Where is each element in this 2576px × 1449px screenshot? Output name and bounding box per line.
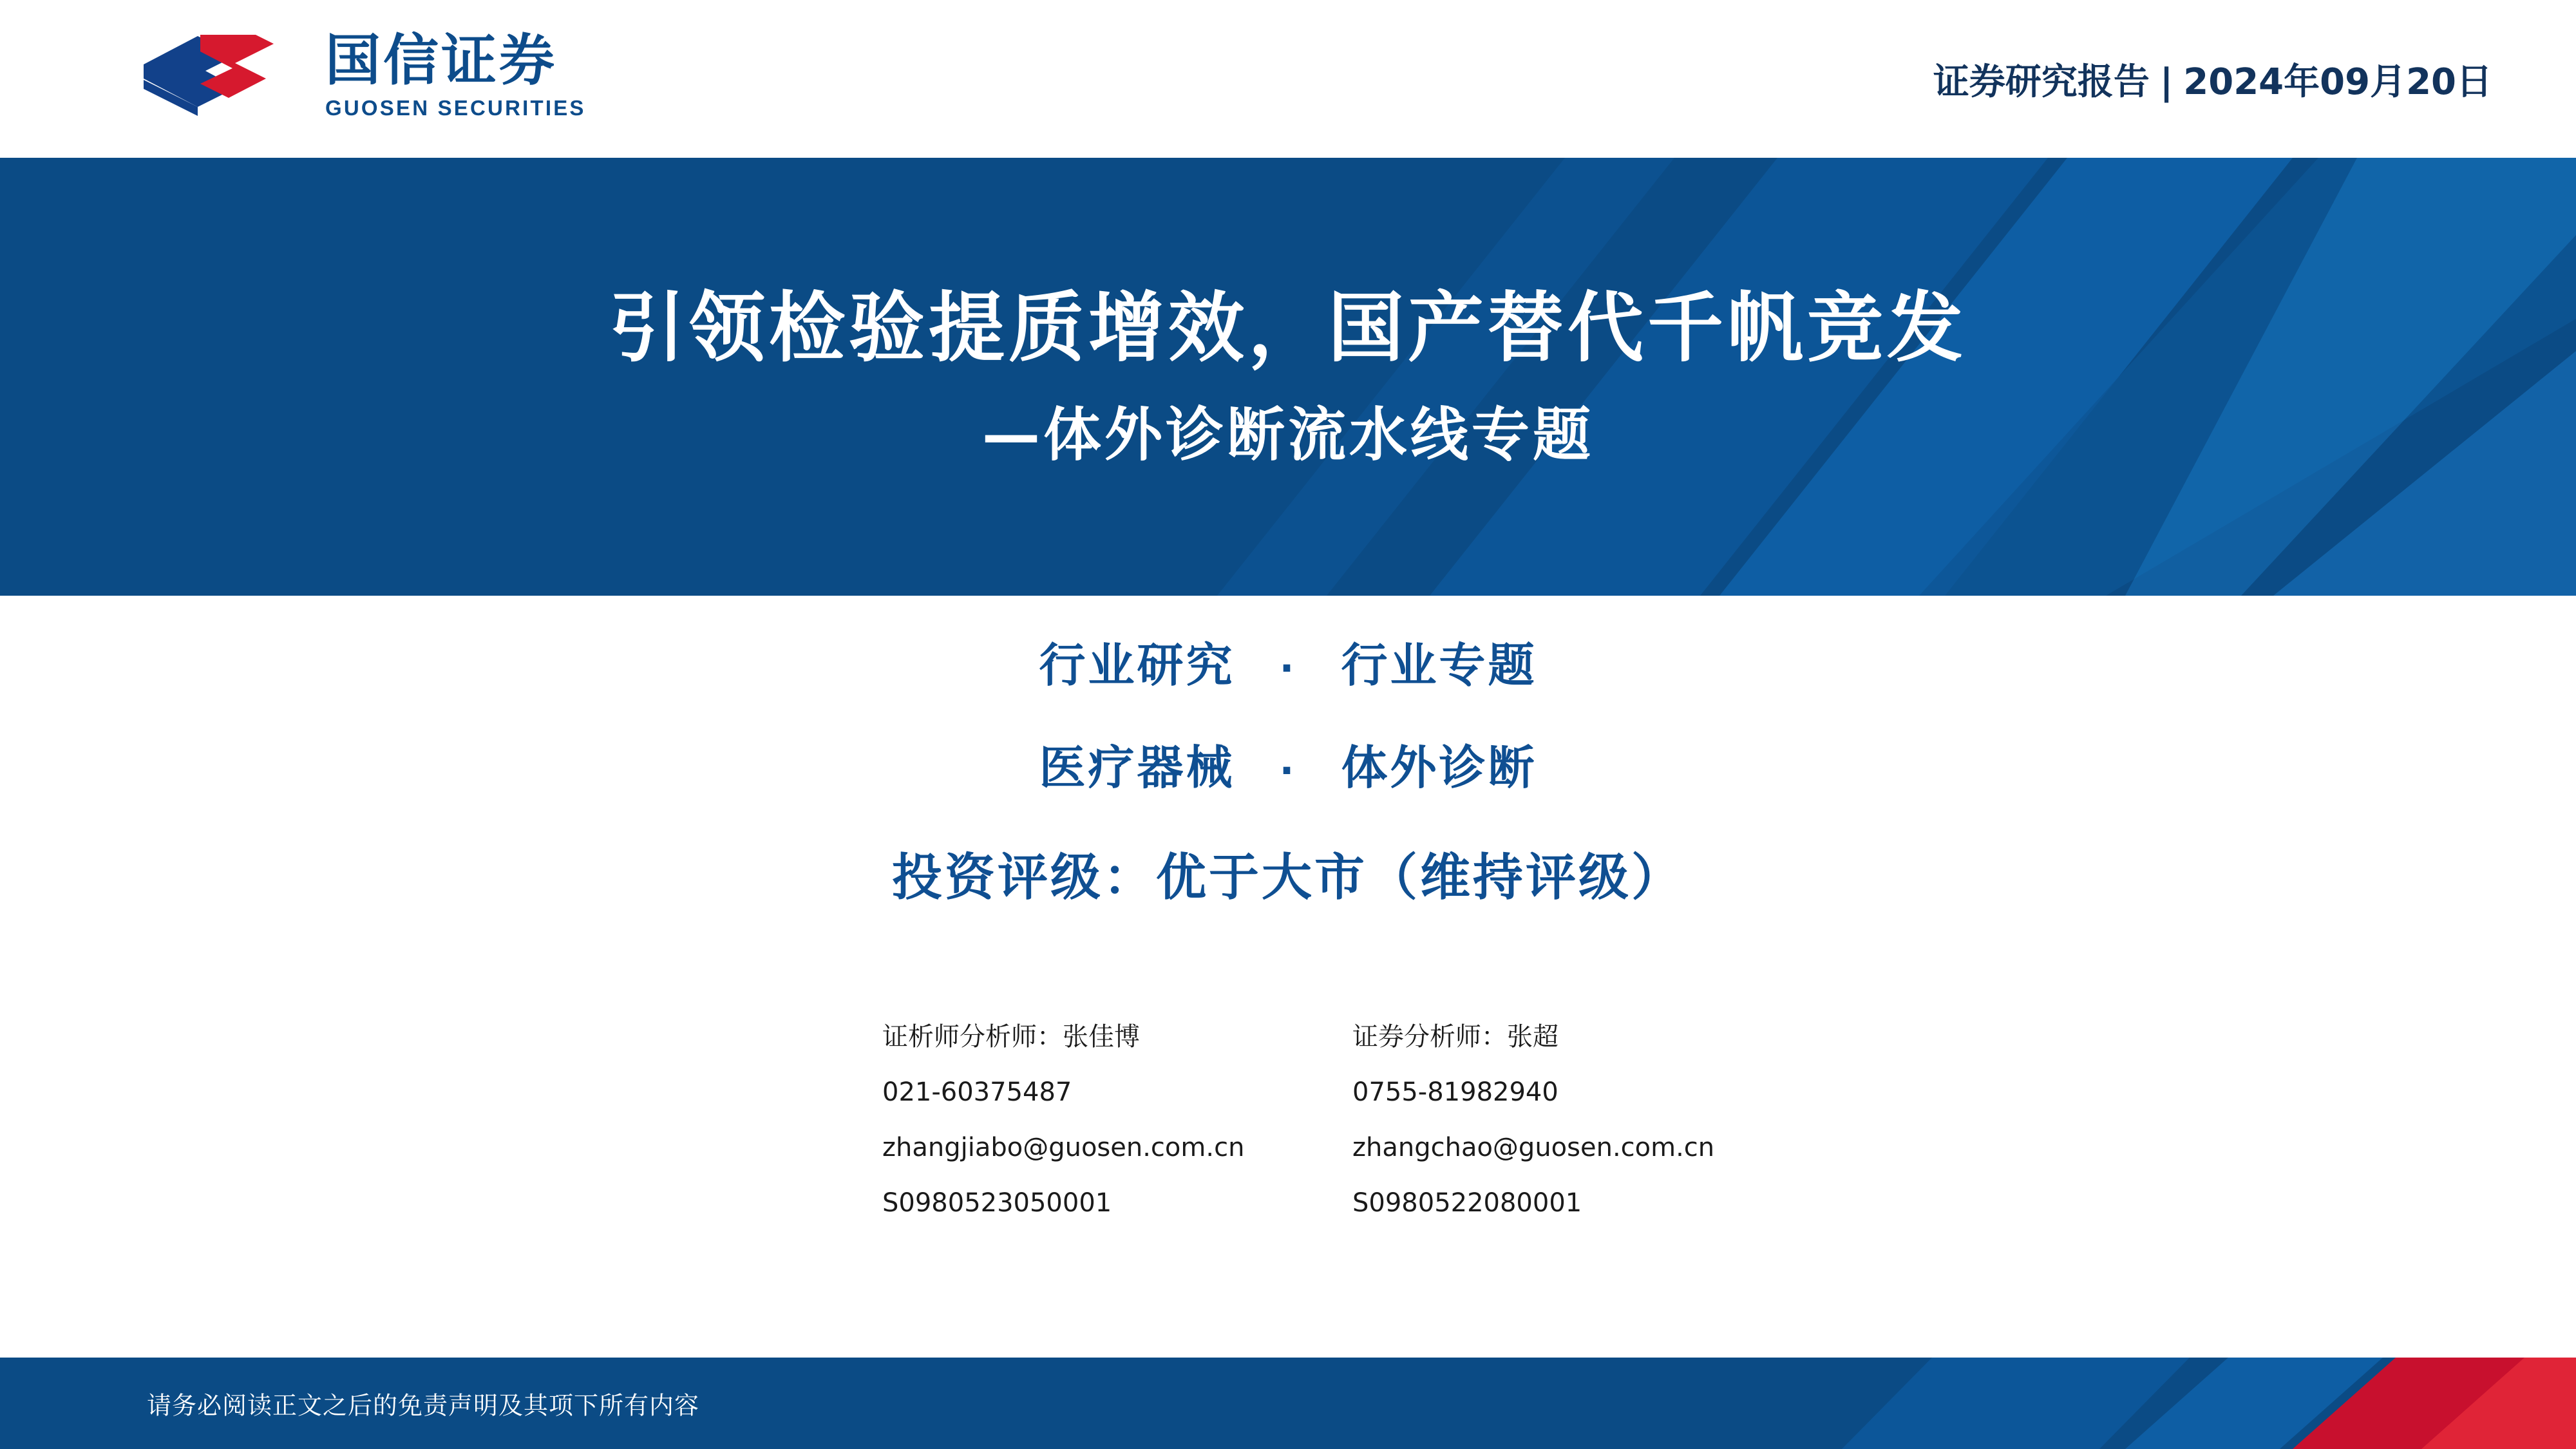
report-title: 引领检验提质增效，国产替代千帆竞发 [609,283,1967,372]
title-banner [0,158,2576,596]
sector-subname: 体外诊断 [1341,741,1537,795]
sector-line [0,730,2576,797]
analyst-phone-2: 0755-81982940 [1352,1077,1558,1107]
analyst-license-1: S0980523050001 [882,1188,1112,1218]
analyst-name-2: 证券分析师：张超 [1352,1022,1558,1052]
separator-dot-icon: · [1279,646,1297,692]
logo-wordmark [325,28,586,120]
analyst-contact-block [882,1024,1823,1216]
report-type-label: 证券研究报告 [1933,61,2150,103]
sector-name: 医疗器械 [1039,741,1235,795]
analyst-card-2 [1352,1024,1823,1216]
report-date: 2024年09月20日 [2183,61,2492,103]
analyst-license-2: S0980522080001 [1352,1188,1582,1218]
logo-english-name: GUOSEN SECURITIES [325,95,586,120]
industry-research-line [0,628,2576,695]
header-report-info [1933,53,2492,105]
brand-logo [138,28,586,128]
analyst-email-2[interactable]: zhangchao@guosen.com.cn [1352,1133,1715,1162]
guosen-logo-icon [138,31,312,128]
report-meta-block [0,628,2576,909]
analyst-name-1: 证析师分析师：张佳博 [882,1022,1140,1052]
analyst-phone-1: 021-60375487 [882,1077,1072,1107]
footer-disclaimer: 请务必阅读正文之后的免责声明及其项下所有内容 [147,1391,700,1420]
analyst-card-1 [882,1024,1352,1216]
title-text-group [0,158,2576,596]
research-subcategory: 行业专题 [1341,638,1537,692]
logo-chinese-name: 国信证券 [325,28,557,93]
investment-rating: 投资评级：优于大市（维持评级） [891,849,1684,907]
page-footer [0,1358,2576,1449]
report-subtitle: —体外诊断流水线专题 [982,401,1594,469]
page-header [0,0,2576,158]
research-category: 行业研究 [1039,638,1235,692]
separator-dot-icon-2: · [1279,748,1297,794]
analyst-email-1[interactable]: zhangjiabo@guosen.com.cn [882,1133,1245,1162]
header-divider: | [2159,61,2174,103]
